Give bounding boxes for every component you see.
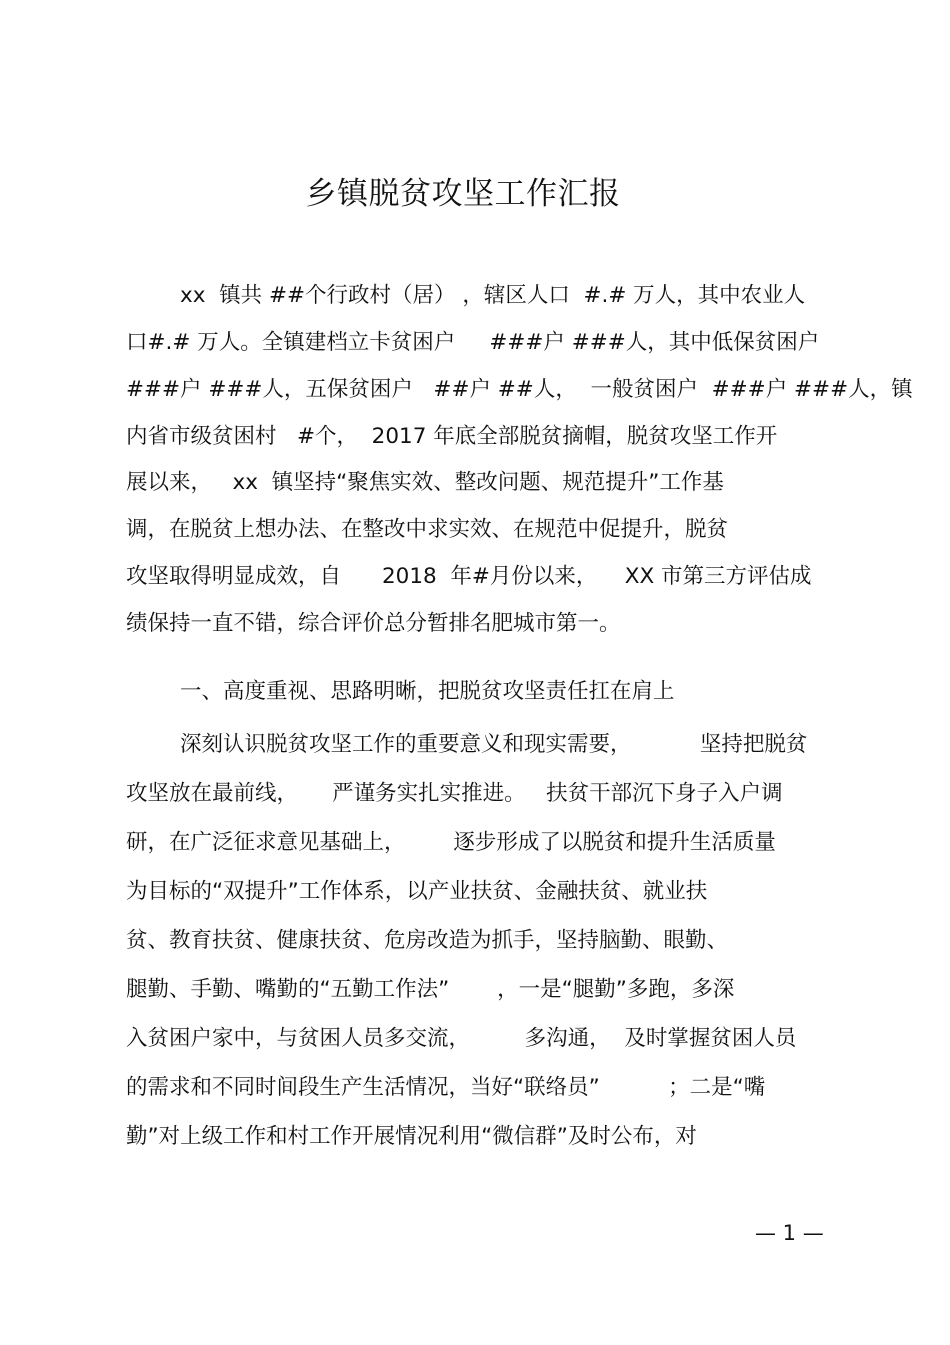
body-line: 腿勤、手勤、嘴勤的“五勤工作法” ，一是“腿勤”多跑，多深: [126, 977, 735, 1002]
body-line: 攻坚放在最前线， 严谨务实扎实推进。 扶贫干部沉下身子入户调: [126, 781, 783, 806]
body-line: 攻坚取得明显成效，自 2018 年#月份以来， XX 市第三方评估成: [126, 564, 812, 589]
body-line: 深刻认识脱贫攻坚工作的重要意义和现实需要， 坚持把脱贫: [180, 732, 808, 757]
body-line: 口#.# 万人。全镇建档立卡贫困户 ###户 ###人，其中低保贫困户: [126, 330, 820, 355]
body-line: 贫、教育扶贫、健康扶贫、危房改造为抓手，坚持脑勤、眼勤、: [126, 928, 729, 953]
body-line: 内省市级贫困村 #个， 2017 年底全部脱贫摘帽，脱贫攻坚工作开: [126, 424, 778, 449]
body-line: 的需求和不同时间段生产生活情况，当好“联络员” ；二是“嘴: [126, 1075, 766, 1100]
body-line: 勤”对上级工作和村工作开展情况利用“微信群”及时公布，对: [126, 1124, 697, 1149]
body-line: ###户 ###人，五保贫困户 ##户 ##人， 一般贫困户 ###户 ###人，镇: [126, 377, 913, 402]
section-heading: 一、高度重视、思路明晰，把脱贫攻坚责任扛在肩上: [180, 679, 675, 704]
body-line: 展以来， xx 镇坚持“聚焦实效、整改问题、规范提升”工作基: [126, 470, 724, 495]
body-line: xx 镇共 ##个行政村（居） ，辖区人口 #.# 万人，其中农业人: [180, 283, 806, 308]
body-line: 调，在脱贫上想办法、在整改中求实效、在规范中促提升，脱贫: [126, 517, 729, 542]
body-line: 绩保持一直不错，综合评价总分暂排名肥城市第一。: [126, 611, 621, 636]
page-number: — 1 —: [755, 1221, 824, 1245]
body-line: 入贫困户家中，与贫困人员多交流， 多沟通， 及时掌握贫困人员: [126, 1026, 797, 1051]
body-line: 为目标的“双提升”工作体系，以产业扶贫、金融扶贫、就业扶: [126, 879, 708, 904]
document-title: 乡镇脱贫攻坚工作汇报: [305, 176, 621, 212]
body-line: 研，在广泛征求意见基础上， 逐步形成了以脱贫和提升生活质量: [126, 830, 776, 855]
